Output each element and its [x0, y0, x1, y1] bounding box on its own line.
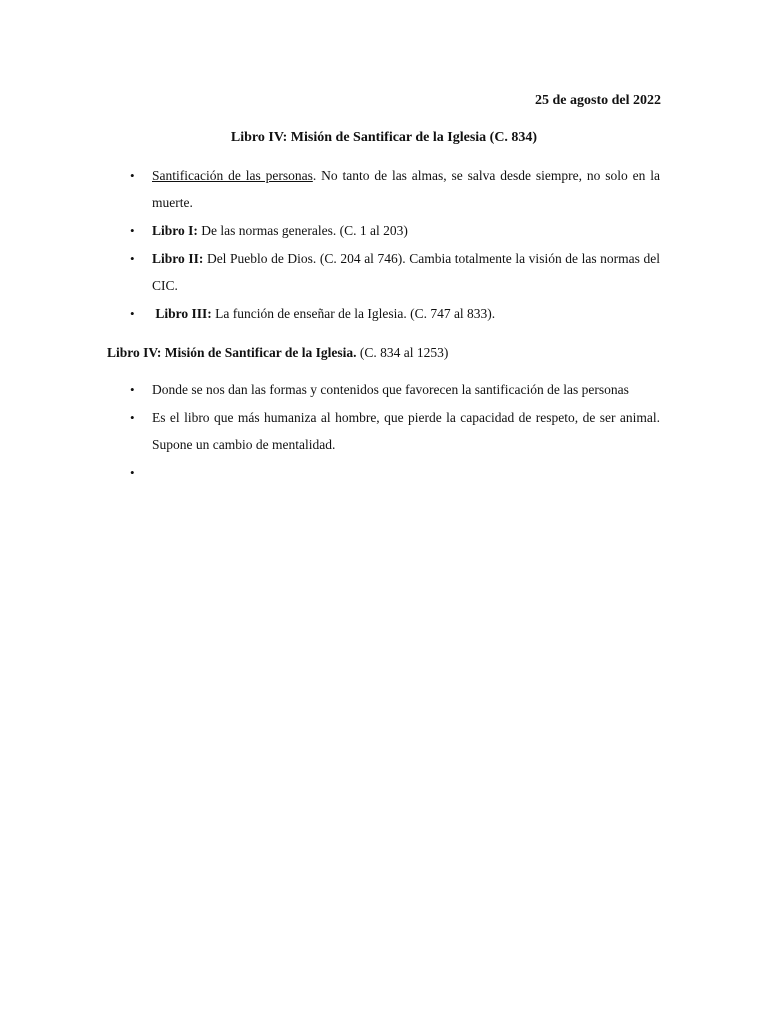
list-item	[130, 245, 661, 299]
list-item-text: . No tanto de las almas, se salva desde siempre, no solo en la muerte.	[152, 168, 660, 210]
list-item-text: De las normas generales. (C. 1 al 203)	[197, 223, 408, 238]
bullet-icon: •	[130, 168, 135, 183]
list-item-text: La función de enseñar de la Iglesia. (C. 747 al 833).	[211, 306, 496, 321]
section-heading-text: (C. 834 al 1253)	[356, 345, 449, 360]
bullet-icon: •	[130, 223, 135, 238]
list-item	[130, 376, 660, 403]
bullet-icon: •	[130, 410, 135, 425]
list-item	[130, 300, 660, 327]
bullet-icon: •	[130, 465, 135, 480]
bullet-icon: •	[130, 306, 135, 321]
bullet-icon: •	[130, 251, 135, 266]
list-item-text: Es el libro que más humaniza al hombre, que pierde la capacidad de respeto, de ser animal. Supone un cambio de mentalidad.	[152, 410, 660, 452]
section-heading	[107, 339, 448, 366]
list-item-text: Donde se nos dan las formas y contenidos que favorecen la santificación de las personas	[152, 382, 629, 397]
list-item-label: Libro III:	[155, 306, 212, 321]
list-item-label: Libro II:	[152, 251, 204, 266]
bullet-icon: •	[130, 382, 135, 397]
list-item-label: Libro I:	[152, 223, 198, 238]
bullet-list-first	[130, 162, 661, 328]
list-item	[130, 217, 660, 244]
document-title: Libro IV: Misión de Santificar de la Iglesia (C. 834)	[230, 130, 538, 145]
document-date: 25 de agosto del 2022	[535, 93, 661, 108]
bullet-list-second	[130, 376, 660, 487]
underlined-phrase: Santificación de las personas	[152, 168, 313, 183]
list-item-text: Del Pueblo de Dios. (C. 204 al 746). Cambia totalmente la visión de las normas del CIC.	[152, 251, 661, 293]
list-item	[130, 459, 660, 486]
list-item	[130, 162, 660, 216]
section-heading-label: Libro IV: Misión de Santificar de la Iglesia.	[107, 345, 357, 360]
list-item	[130, 404, 660, 458]
